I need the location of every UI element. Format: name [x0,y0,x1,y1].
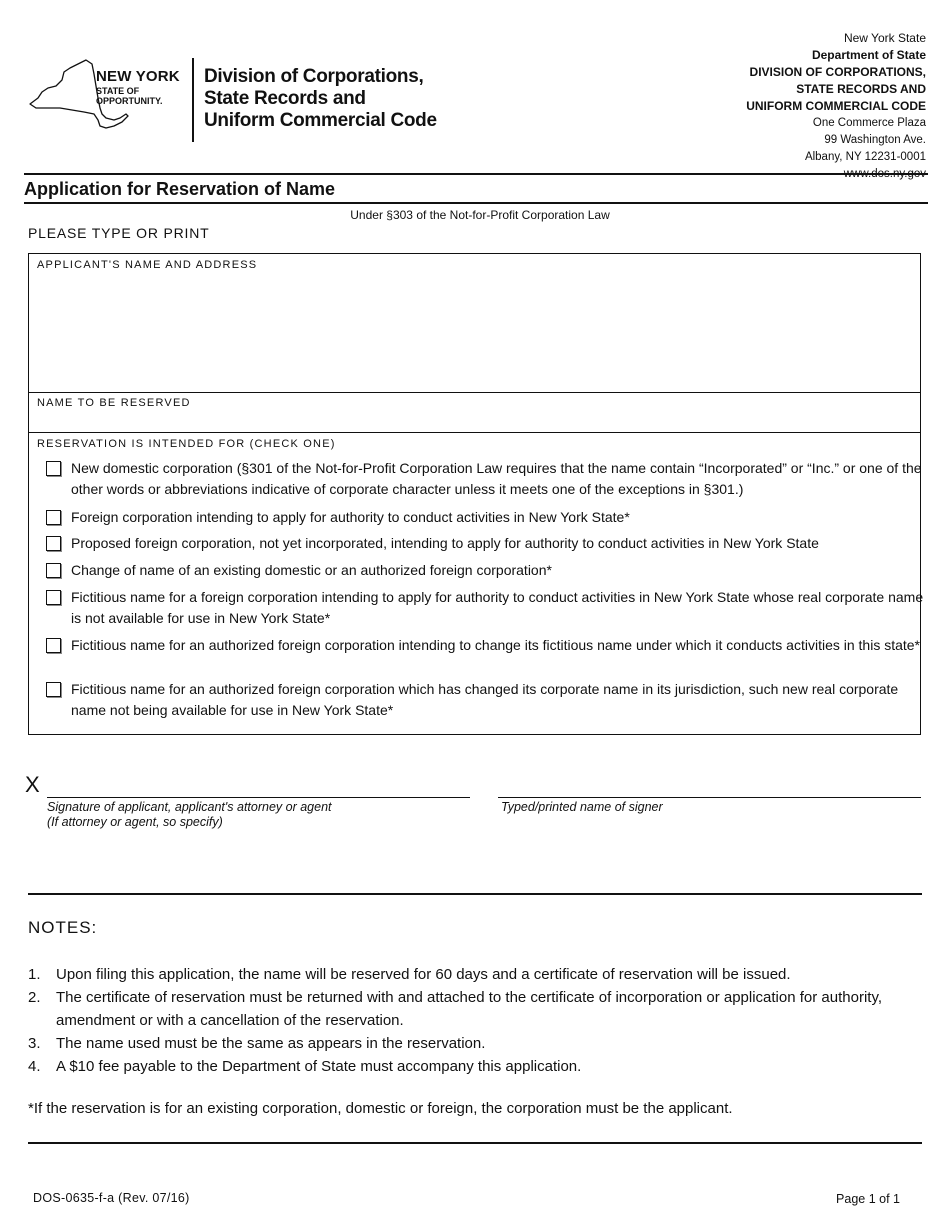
notes-top-rule [28,893,922,895]
printed-name-caption: Typed/printed name of signer [501,800,663,814]
reservation-label: RESERVATION IS INTENDED FOR (CHECK ONE) [37,438,336,450]
note-text: A $10 fee payable to the Department of State must accompany this application. [56,1058,582,1075]
note-item [28,986,923,1032]
notes-title: NOTES: [28,918,98,937]
division-title [204,66,437,132]
division-title-line: State Records and [204,88,366,109]
option-label: New domestic corporation (§301 of the Not-for-Profit Corporation Law requires that the name contain “Incorporated” or “Inc.” or one of the other words or abbreviations indicative of corporate character unless it meets one of the exceptions in §301.) [71,460,922,497]
logo-divider [192,58,194,142]
signature-caption-line: Signature of applicant, applicant's attorney or agent [47,800,332,814]
option-checkbox[interactable] [46,461,61,476]
reservation-purpose-section [28,432,924,735]
header-rule [24,173,928,175]
form-title: Application for Reservation of Name [24,179,336,199]
applicant-label: APPLICANT'S NAME AND ADDRESS [37,259,258,271]
option-checkbox[interactable] [46,536,61,551]
agency-state: New York State [843,31,926,45]
logo-wordmark: NEW YORK [96,68,180,85]
agency-address-line: Albany, NY 12231-0001 [804,151,926,163]
note-item [28,963,923,986]
agency-division-line: STATE RECORDS AND [796,82,926,96]
option-label: Foreign corporation intending to apply for authority to conduct activities in New York State* [71,509,630,525]
signature-caption-line: (If attorney or agent, so specify) [47,815,223,829]
option-label: Proposed foreign corporation, not yet incorporated, intending to apply for authority to conduct activities in New York State [71,535,819,551]
note-text: Upon filing this application, the name will be reserved for 60 days and a certificate of reservation will be issued. [56,966,791,983]
option-checkbox[interactable] [46,510,61,525]
option-checkbox[interactable] [46,638,61,653]
statute-reference: Under §303 of the Not-for-Profit Corporation Law [350,208,610,222]
instruction-text: PLEASE TYPE OR PRINT [28,225,210,241]
agency-department: Department of State [811,48,926,62]
signature-caption [47,800,332,830]
title-rule [24,202,928,204]
option-checkbox[interactable] [46,682,61,697]
note-item [28,1055,923,1078]
note-text: The name used must be the same as appears in the reservation. [56,1035,486,1052]
option-label: Fictitious name for an authorized foreign corporation which has changed its corporate name in its jurisdiction, such new real corporate name not being available for use in New York State* [71,681,899,718]
signature-line[interactable] [47,797,470,798]
footer-rule [28,1142,922,1144]
name-to-be-reserved-field[interactable] [28,392,921,433]
option-label: Change of name of an existing domestic or an authorized foreign corporation* [71,562,552,578]
logo-subtitle-line1: STATE OF [96,86,140,96]
division-title-line: Uniform Commercial Code [204,110,437,131]
agency-division-line: DIVISION OF CORPORATIONS, [749,65,926,79]
note-number: 1. [28,966,41,983]
agency-division-line: UNIFORM COMMERCIAL CODE [746,99,926,113]
option-label: Fictitious name for a foreign corporation intending to apply for authority to conduct activities in New York State whose real corporate name is not available for use in New York State* [71,589,924,626]
page-number: Page 1 of 1 [836,1192,900,1206]
note-text: The certificate of reservation must be returned with and attached to the certificate of incorporation or application for authority, amendment or with a cancellation of the reservation. [56,989,882,1029]
name-reserved-label: NAME TO BE RESERVED [37,397,191,409]
applicant-name-address-field[interactable] [28,253,921,393]
signature-x-mark: X [25,772,40,797]
notes-list [28,963,923,1078]
agency-address-block [746,30,926,183]
option-checkbox[interactable] [46,563,61,578]
option-checkbox[interactable] [46,590,61,605]
applicant-footnote: *If the reservation is for an existing corporation, domestic or foreign, the corporation must be the applicant. [28,1100,733,1117]
division-title-line: Division of Corporations, [204,66,424,87]
note-number: 2. [28,989,41,1006]
agency-address-line: 99 Washington Ave. [824,134,926,146]
form-identifier: DOS-0635-f-a (Rev. 07/16) [33,1191,190,1205]
note-number: 3. [28,1035,41,1052]
agency-address-line: One Commerce Plaza [812,117,926,129]
printed-name-line[interactable] [498,797,921,798]
note-item [28,1032,923,1055]
option-label: Fictitious name for an authorized foreign corporation intending to change its fictitious name under which it conducts activities in this state* [71,637,921,653]
logo-subtitle-line2: OPPORTUNITY. [96,96,163,106]
note-number: 4. [28,1058,41,1075]
